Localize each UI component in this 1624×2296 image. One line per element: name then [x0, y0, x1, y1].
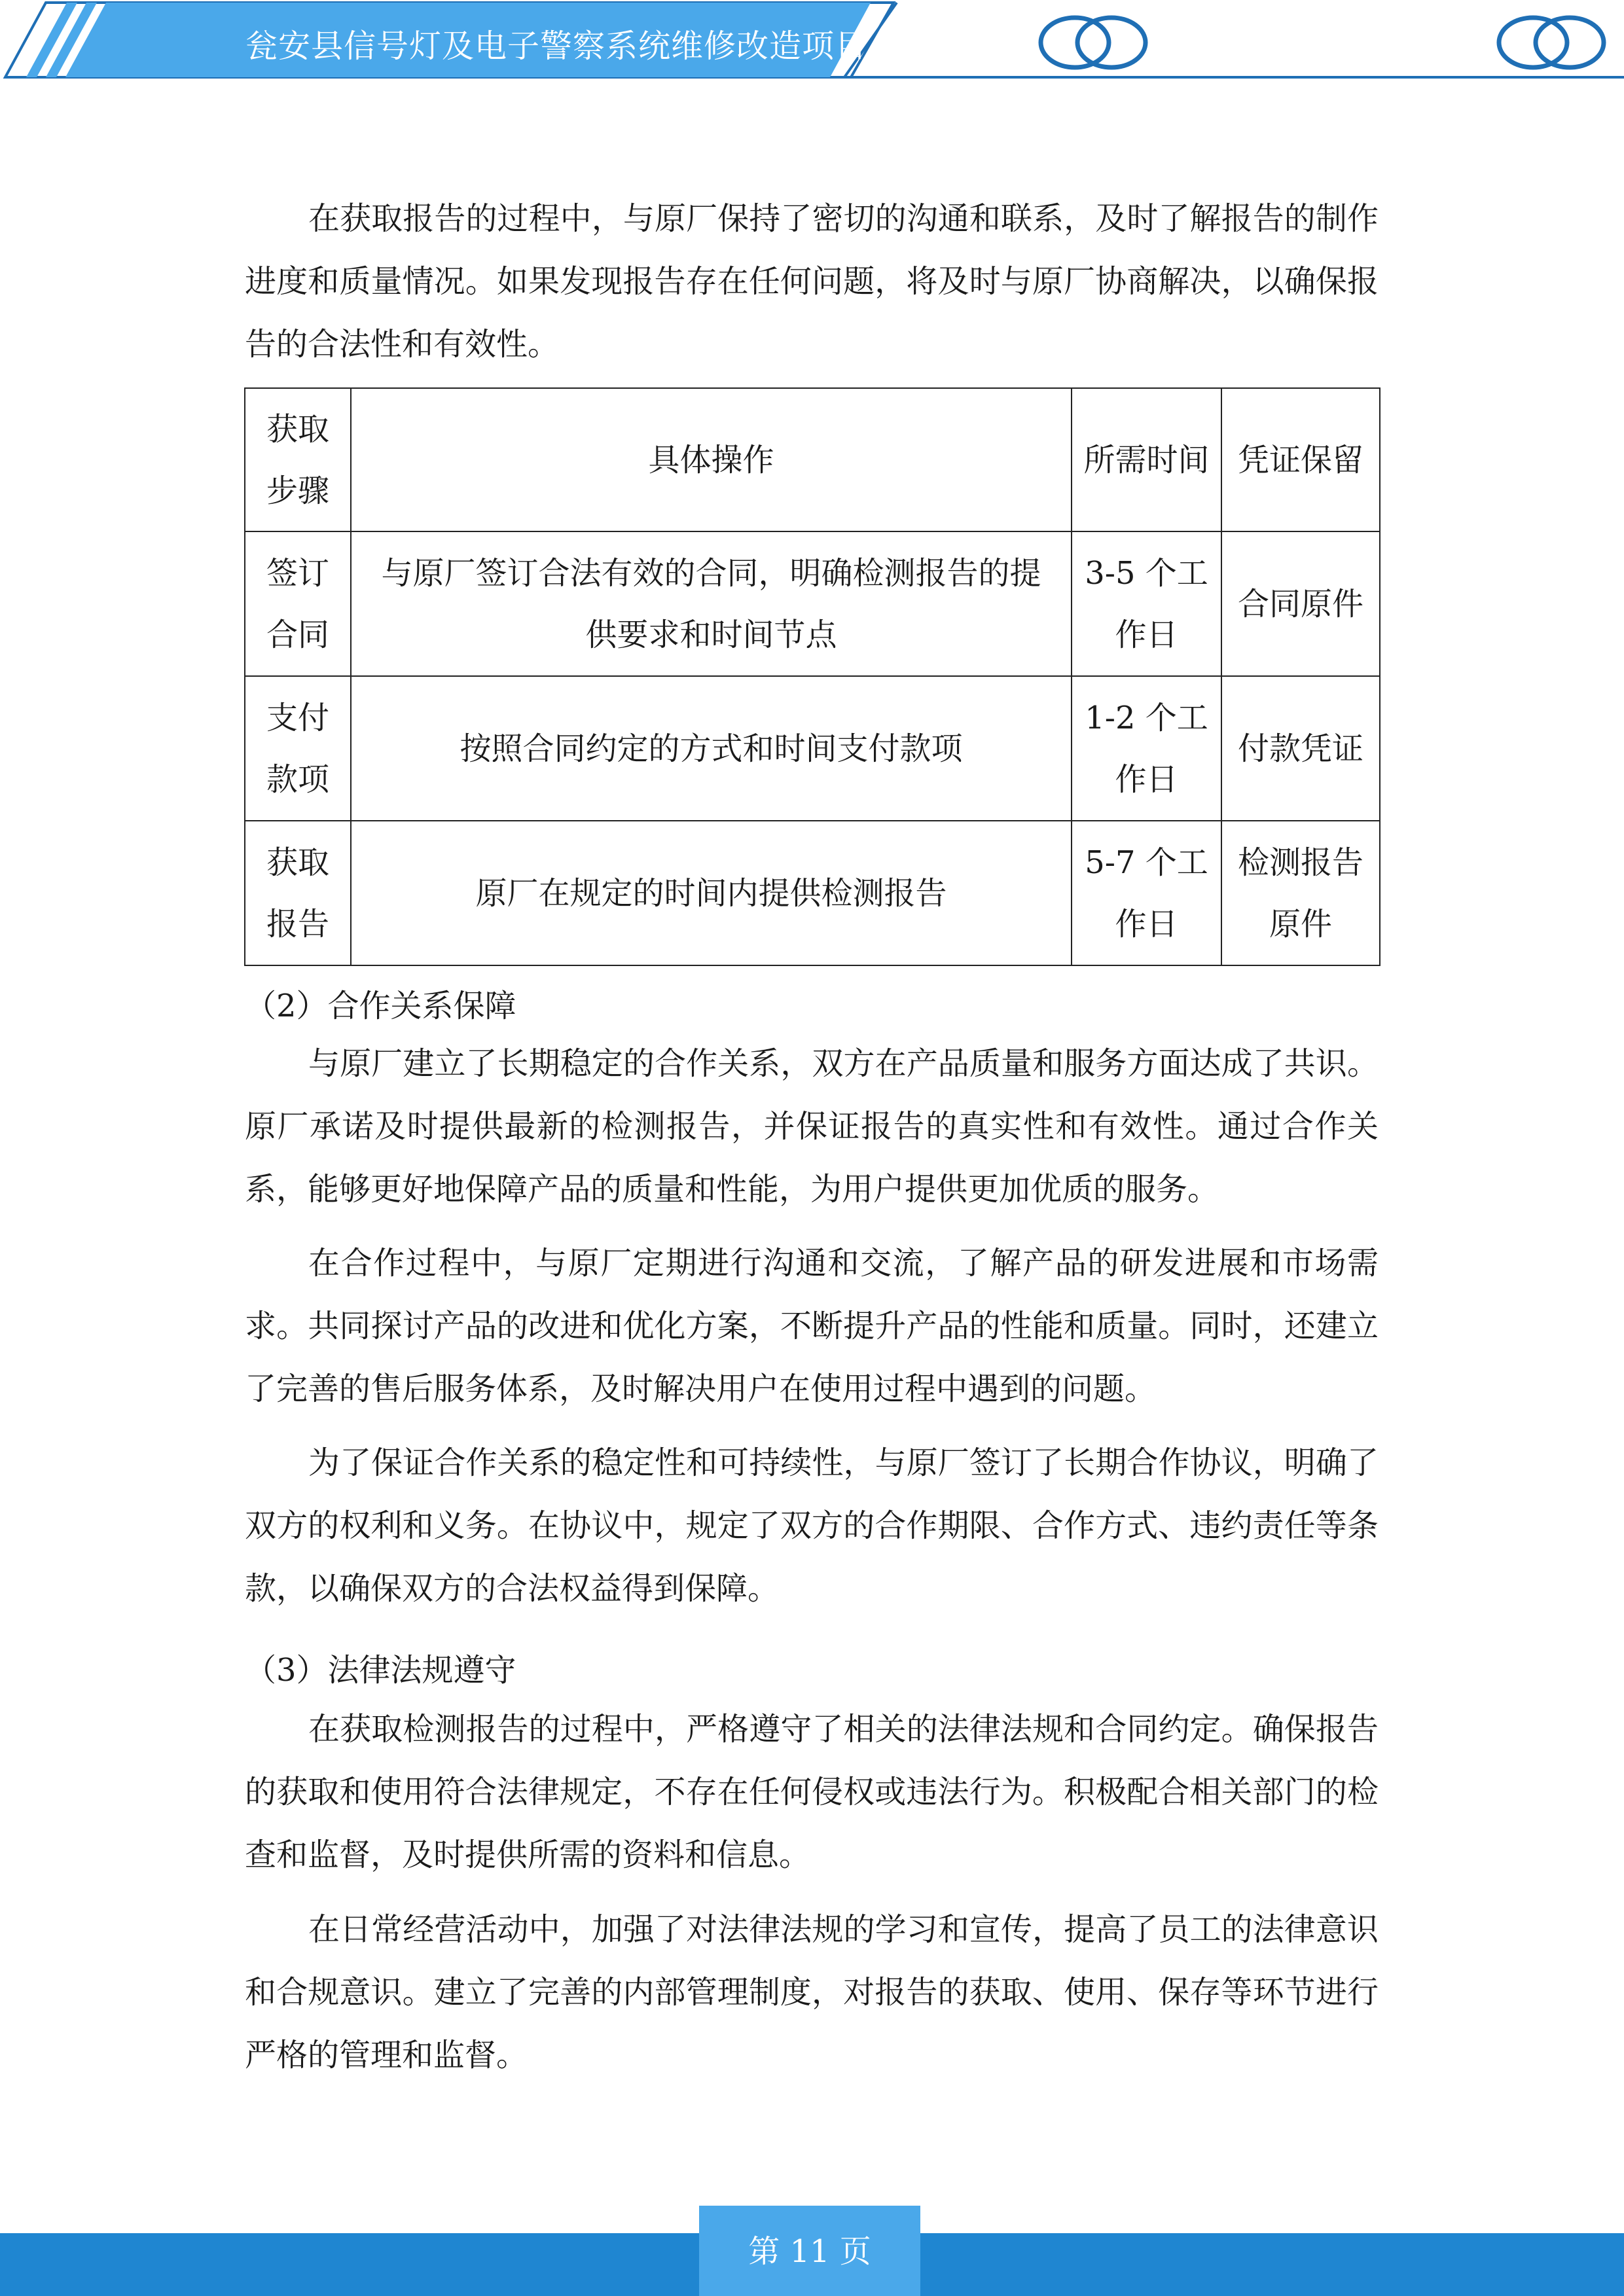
- page-header: [0, 0, 1624, 85]
- table-cell-step: 支付款项: [245, 676, 351, 821]
- table-header-cell: 获取步骤: [245, 388, 351, 531]
- table-cell-certificate: 付款凭证: [1221, 676, 1380, 821]
- body-paragraph: 与原厂建立了长期稳定的合作关系，双方在产品质量和服务方面达成了共识。原厂承诺及时提供最新的检测报告，并保证报告的真实性和有效性。通过合作关系，能够更好地保障产品的质量和性能，为用户提供更加优质的服务。: [245, 1045, 1379, 1208]
- table-cell-operation: 按照合同约定的方式和时间支付款项: [351, 676, 1072, 821]
- body-paragraph: 在日常经营活动中，加强了对法律法规的学习和宣传，提高了员工的法律意识和合规意识。建立了完善的内部管理制度，对报告的获取、使用、保存等环节进行严格的管理和监督。: [245, 1911, 1379, 2073]
- table-cell-operation: 原厂在规定的时间内提供检测报告: [351, 821, 1072, 965]
- table-header-cell: 所需时间: [1072, 388, 1221, 531]
- intro-paragraph: 在获取报告的过程中，与原厂保持了密切的沟通和联系，及时了解报告的制作进度和质量情况。如果发现报告存在任何问题，将及时与原厂协商解决，以确保报告的合法性和有效性。: [245, 200, 1379, 363]
- table-header-row: [245, 388, 1380, 531]
- table-cell-certificate: 合同原件: [1221, 531, 1380, 676]
- table-row: [245, 821, 1380, 965]
- table-cell-certificate: 检测报告原件: [1221, 821, 1380, 965]
- section-heading: （2）合作关系保障: [245, 988, 516, 1024]
- header-title: 瓮安县信号灯及电子警察系统维修改造项目: [245, 27, 868, 65]
- body-paragraph: 为了保证合作关系的稳定性和可持续性，与原厂签订了长期合作协议，明确了双方的权利和义务。在协议中，规定了双方的合作期限、合作方式、违约责任等条款，以确保双方的合法权益得到保障。: [245, 1444, 1379, 1607]
- table-header-cell: 凭证保留: [1221, 388, 1380, 531]
- double-ring-icon: [1492, 13, 1610, 72]
- table-cell-time: 5-7 个工作日: [1072, 821, 1221, 965]
- table-cell-step: 获取报告: [245, 821, 351, 965]
- body-paragraph: 在获取检测报告的过程中，严格遵守了相关的法律法规和合同约定。确保报告的获取和使用符合法律规定，不存在任何侵权或违法行为。积极配合相关部门的检查和监督，及时提供所需的资料和信息。: [245, 1711, 1379, 1873]
- table-cell-time: 3-5 个工作日: [1072, 531, 1221, 676]
- table-cell-step: 签订合同: [245, 531, 351, 676]
- table-header-cell: 具体操作: [351, 388, 1072, 531]
- table-cell-time: 1-2 个工作日: [1072, 676, 1221, 821]
- table-row: [245, 531, 1380, 676]
- table-row: [245, 676, 1380, 821]
- report-steps-table: [244, 387, 1380, 966]
- body-paragraph: 在合作过程中，与原厂定期进行沟通和交流，了解产品的研发进展和市场需求。共同探讨产品的改进和优化方案，不断提升产品的性能和质量。同时，还建立了完善的售后服务体系，及时解决用户在使用过程中遇到的问题。: [245, 1245, 1379, 1407]
- page-number: 第 11 页: [748, 2233, 871, 2270]
- double-ring-icon: [1034, 13, 1152, 72]
- table-cell-operation: 与原厂签订合法有效的合同，明确检测报告的提供要求和时间节点: [351, 531, 1072, 676]
- section-heading: （3）法律法规遵守: [245, 1652, 516, 1689]
